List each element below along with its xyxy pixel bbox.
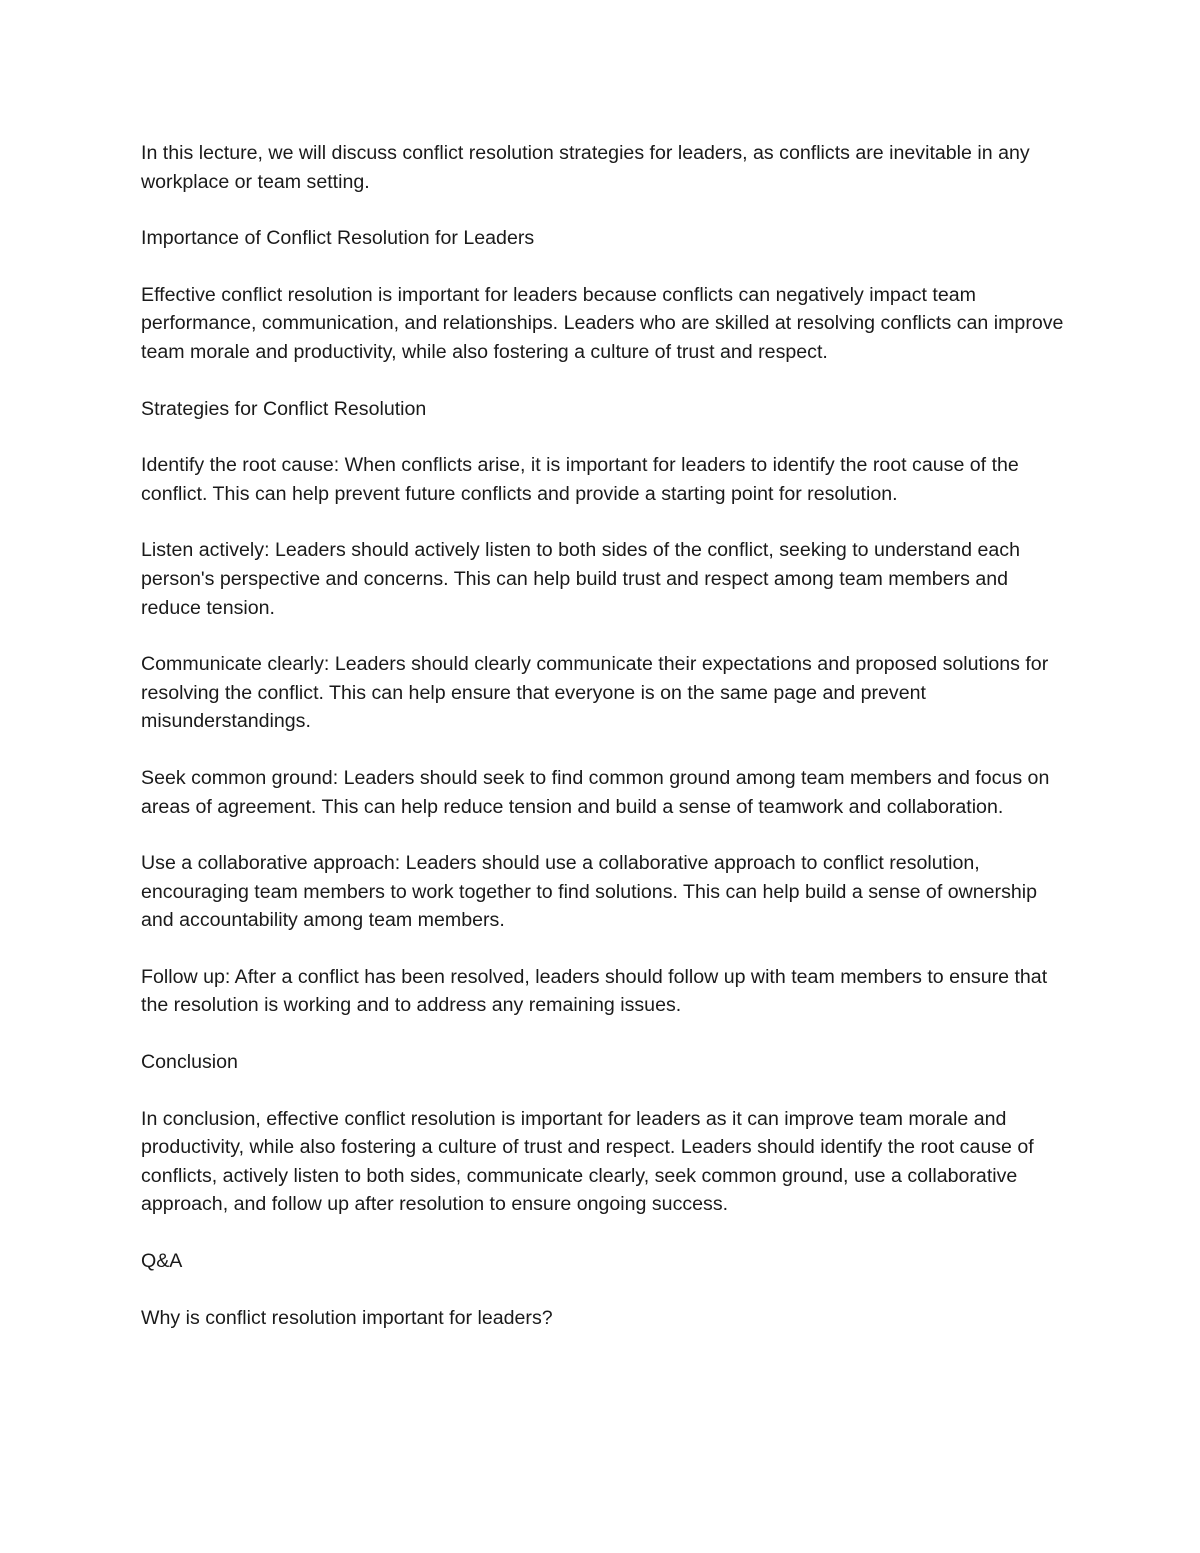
strategy-paragraph-follow-up: Follow up: After a conflict has been resolved, leaders should follow up with team members to ensure that the resolution is working and to address any remaining issues. bbox=[141, 965, 1048, 1017]
strategy-paragraph-root-cause: Identify the root cause: When conflicts arise, it is important for leaders to identify the root cause of the conflict. This can help prevent future conflicts and provide a starting point for resolution. bbox=[141, 454, 1019, 505]
strategy-paragraph-listen: Listen actively: Leaders should actively listen to both sides of the conflict, seeking to understand each person's perspective and concerns. This can help build trust and respect among team members and reduce tension. bbox=[141, 539, 1020, 619]
importance-paragraph: Effective conflict resolution is important for leaders because conflicts can negatively impact team performance, communication, and relationships. Leaders who are skilled at resolving conflicts can improve team morale and productivity, while also fostering a culture of trust and respect. bbox=[141, 283, 1064, 363]
section-heading-qa: Q&A bbox=[141, 1250, 183, 1273]
section-heading-strategies: Strategies for Conflict Resolution bbox=[141, 397, 427, 420]
document-body bbox=[141, 139, 1066, 1332]
question-paragraph: Why is conflict resolution important for leaders? bbox=[141, 1306, 553, 1329]
section-heading-importance: Importance of Conflict Resolution for Leaders bbox=[141, 227, 535, 250]
strategy-paragraph-communicate: Communicate clearly: Leaders should clearly communicate their expectations and proposed solutions for resolving the conflict. This can help ensure that everyone is on the same page and prevent misunderstandings. bbox=[141, 653, 1049, 733]
section-heading-conclusion: Conclusion bbox=[141, 1051, 238, 1074]
intro-paragraph: In this lecture, we will discuss conflict resolution strategies for leaders, as conflicts are inevitable in any workplace or team setting. bbox=[141, 142, 1030, 193]
strategy-paragraph-common-ground: Seek common ground: Leaders should seek to find common ground among team members and focus on areas of agreement. This can help reduce tension and build a sense of teamwork and collaboration. bbox=[141, 766, 1050, 818]
strategy-paragraph-collaborative: Use a collaborative approach: Leaders should use a collaborative approach to conflict resolution, encouraging team members to work together to find solutions. This can help build a sense of ownership and accountability among team members. bbox=[141, 852, 1038, 932]
conclusion-paragraph: In conclusion, effective conflict resolution is important for leaders as it can improve team morale and productivity, while also fostering a culture of trust and respect. Leaders should identify the root cause of conflicts, actively listen to both sides, communicate clearly, seek common ground, use a collaborative approach, and follow up after resolution to ensure ongoing success. bbox=[141, 1107, 1034, 1216]
